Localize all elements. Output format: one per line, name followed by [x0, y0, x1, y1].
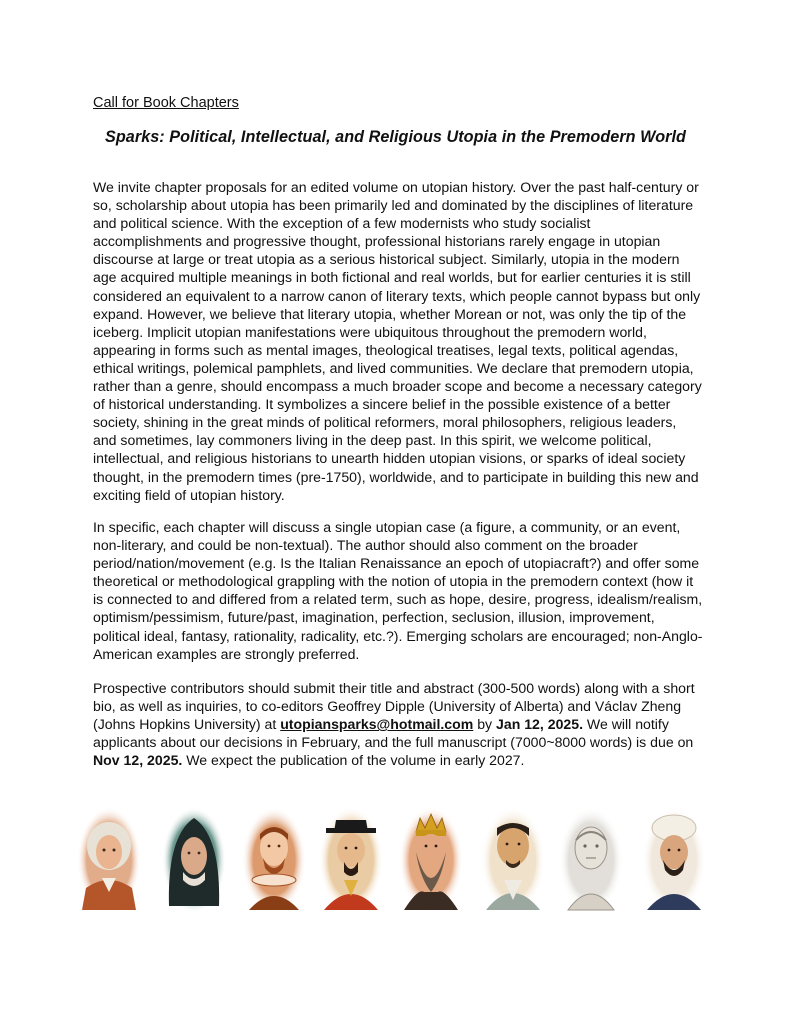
portrait-turbaned-scholar-icon — [641, 806, 707, 914]
portrait-crowned-bearded-king-icon — [398, 806, 464, 914]
contact-email-link[interactable]: utopiansparks@hotmail.com — [280, 716, 474, 733]
portrait-hooded-elderly-man-icon — [161, 806, 227, 914]
manuscript-due-date: Nov 12, 2025. — [93, 752, 183, 769]
submission-text-4: We expect the publication of the volume in early 2027. — [182, 752, 525, 769]
portrait-chinese-emperor-icon — [318, 806, 384, 914]
submission-text-1: Prospective contributors should submit their title and abstract (300-500 words) along with a short bio, as well as inquiries, to co-editors Geoffrey Dipple (University of Alberta) and Václav Zheng (Johns Hopkins University) at — [93, 680, 695, 733]
portrait-classical-marble-bust-icon — [558, 806, 624, 914]
abstract-deadline: Jan 12, 2025. — [496, 716, 583, 733]
submission-text-3: We will notify applicants about our decisions in February, and the full manuscript (7000~8000 words) is due on — [93, 716, 694, 751]
paragraph-introduction: We invite chapter proposals for an edited volume on utopian history. Over the past half-century or so, scholarship about utopia has been primarily led and dominated by the disciplines of literature and political science. With the exception of a few modernists who study socialist accomplishments and progressive thought, professional historians rarely engage in utopian discourse at large or treat utopia as a serious historical subject. Similarly, utopia in the modern age acquired multiple meanings in both fictional and real worlds, but for earlier centuries it is still considered an equivalent to a narrow canon of literary texts, which people cannot bypass but only expand. However, we believe that literary utopia, whether Morean or not, was only the tip of the iceberg. Implicit utopian manifestations were ubiquitous throughout the premodern world, appearing in forms such as mental images, theological treatises, legal texts, political agendas, ethical writings, polemical pamphlets, and lived communities. We declare that premodern utopia, rather than a genre, should encompass a much broader scope and become a necessary category of historical understanding. It symbolizes a sincere belief in the possible existence of a better society, shining in the great minds of political reformers, moral philosophers, religious leaders, and sometimes, lay commoners living in the deep past. In this spirit, we welcome political, intellectual, and religious historians to unearth hidden utopian visions, or sparks of ideal society thought, in the premodern times (pre-1750), worldwide, and to participate in building this new and exciting field of utopian history. — [93, 179, 702, 503]
paragraph-chapter-scope: In specific, each chapter will discuss a single utopian case (a figure, a community, or an event, non-literary, and could be non-textual). The author should also comment on the broader period/nation/movement (e.g. Is the Italian Renaissance an epoch of utopiacraft?) and offer some theoretical or methodological grappling with the notion of utopia in the premodern context (how it is connected to and differed from a related term, such as hope, desire, progress, idealism/realism, optimism/pessimism, future/past, imagination, perfection, seclusion, illusion, improvement, political ideal, fantasy, rationality, radicality, etc.?). Emerging scholars are encouraged; non-Anglo-American examples are strongly preferred. — [93, 519, 703, 662]
call-for-chapters-heading: Call for Book Chapters — [93, 95, 239, 111]
paragraph-submission — [93, 679, 703, 769]
volume-title: Sparks: Political, Intellectual, and Religious Utopia in the Premodern World — [105, 128, 686, 146]
portrait-gallery — [76, 806, 716, 916]
portrait-bearded-man-ruff-collar-icon — [241, 806, 307, 914]
portrait-east-asian-monk-icon — [480, 806, 546, 914]
submission-text-2: by — [473, 716, 497, 733]
portrait-powdered-wig-man-icon — [76, 806, 142, 914]
